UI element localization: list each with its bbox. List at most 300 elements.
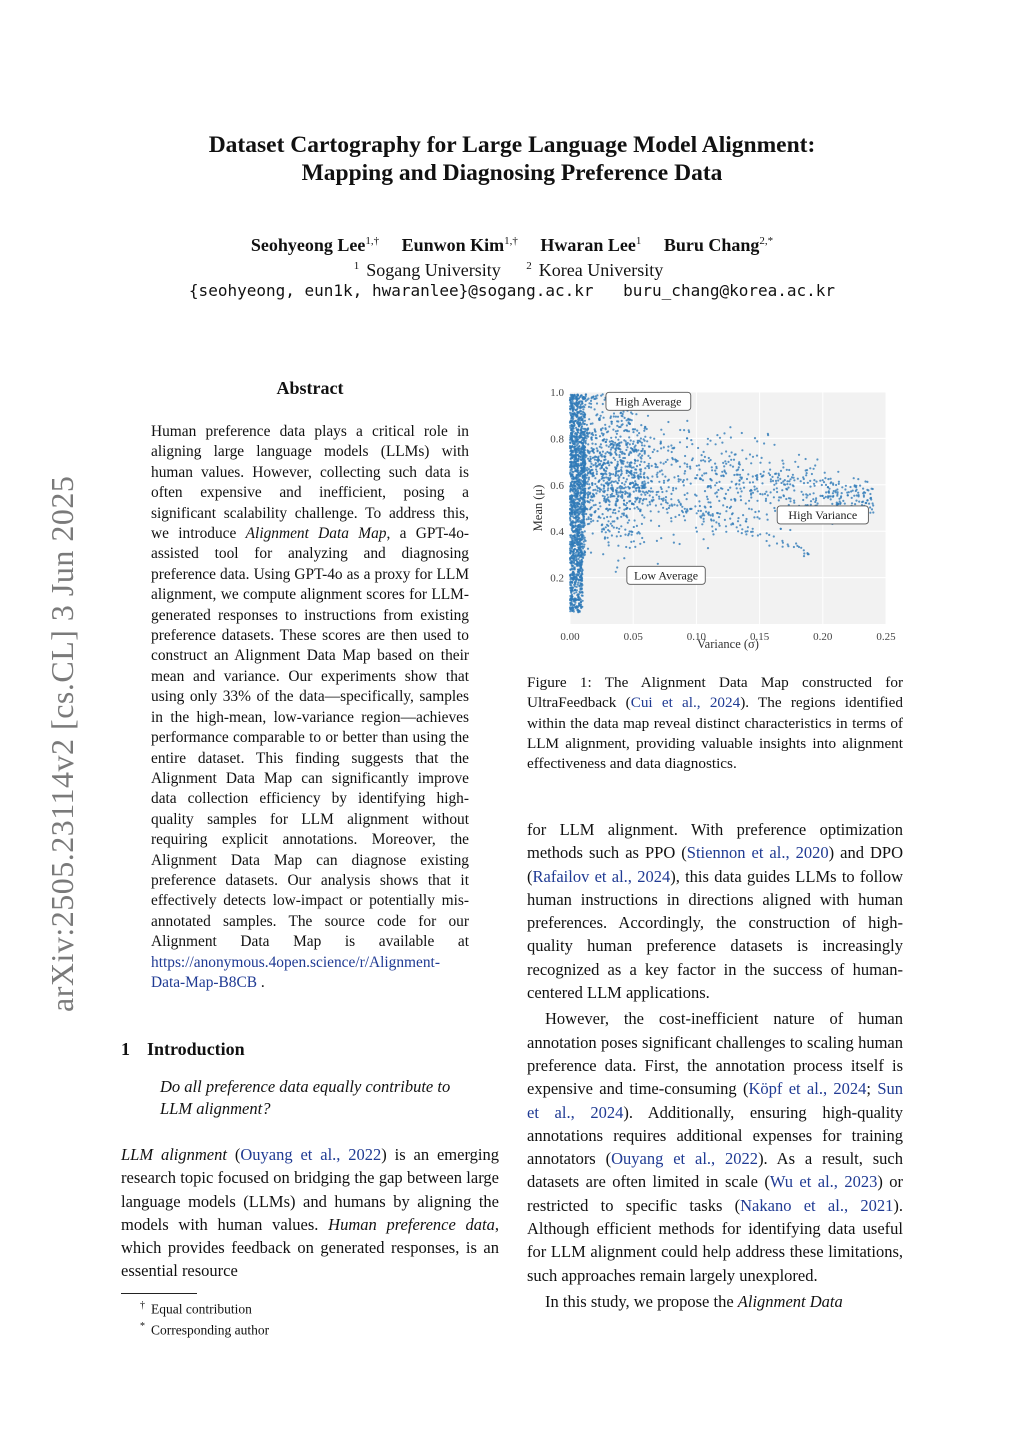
citation-link[interactable]: Ouyang et al., 2022 <box>240 1145 382 1164</box>
scatter-point <box>610 461 612 463</box>
scatter-point <box>614 512 616 514</box>
scatter-point <box>680 479 682 481</box>
source-code-link[interactable]: https://anonymous.4open.science/r/Alignment-Data-Map-B8CB <box>151 953 440 991</box>
scatter-point <box>579 475 581 477</box>
scatter-point <box>853 477 855 479</box>
scatter-point <box>587 523 589 525</box>
scatter-point <box>601 455 603 457</box>
scatter-point <box>613 481 615 483</box>
scatter-point <box>673 504 675 506</box>
scatter-point <box>595 434 597 436</box>
scatter-point <box>570 561 572 563</box>
scatter-point <box>633 472 635 474</box>
scatter-point <box>651 475 653 477</box>
scatter-point <box>576 537 578 539</box>
scatter-point <box>619 456 621 458</box>
citation-link[interactable]: Stiennon et al., 2020 <box>686 843 829 863</box>
scatter-point <box>607 499 609 501</box>
scatter-point <box>578 596 580 598</box>
scatter-point <box>582 466 584 468</box>
text-run: for LLM alignment. With preference optimization methods such as PPO ( <box>527 820 903 863</box>
email-list <box>0 280 1024 302</box>
scatter-point <box>587 494 589 496</box>
scatter-point <box>578 503 580 505</box>
y-tick-label: 0.6 <box>550 479 564 492</box>
scatter-point <box>617 430 619 432</box>
scatter-point <box>662 473 664 475</box>
scatter-point <box>573 559 575 561</box>
scatter-point <box>711 469 713 471</box>
scatter-point <box>603 528 605 530</box>
scatter-point <box>576 401 578 403</box>
scatter-point <box>825 496 827 498</box>
scatter-point <box>595 443 597 445</box>
scatter-point <box>702 459 704 461</box>
scatter-point <box>686 463 688 465</box>
scatter-point <box>666 459 668 461</box>
scatter-point <box>587 497 589 499</box>
scatter-point <box>631 419 633 421</box>
scatter-point <box>628 454 630 456</box>
scatter-point <box>583 492 585 494</box>
scatter-point <box>740 478 742 480</box>
scatter-point <box>686 446 688 448</box>
scatter-point <box>582 471 584 473</box>
scatter-point <box>794 461 796 463</box>
citation-link[interactable]: Wu et al., 2023 <box>769 1172 878 1192</box>
scatter-point <box>776 487 778 489</box>
scatter-point <box>582 526 584 528</box>
scatter-point <box>735 483 737 485</box>
scatter-point <box>582 531 584 533</box>
scatter-point <box>643 498 645 500</box>
scatter-point <box>786 469 788 471</box>
scatter-point <box>773 444 775 446</box>
scatter-point <box>626 470 628 472</box>
scatter-point <box>813 479 815 481</box>
scatter-point <box>575 454 577 456</box>
scatter-point <box>738 463 740 465</box>
scatter-point <box>731 481 733 483</box>
scatter-point <box>623 503 625 505</box>
scatter-point <box>787 487 789 489</box>
email-1: {seohyeong, eun1k, hwaranlee}@sogang.ac.kr <box>188 281 594 300</box>
scatter-point <box>851 497 853 499</box>
scatter-point <box>756 440 758 442</box>
scatter-point <box>569 569 571 571</box>
scatter-point <box>869 506 871 508</box>
scatter-point <box>752 481 754 483</box>
scatter-point <box>741 532 743 534</box>
scatter-point <box>810 504 812 506</box>
scatter-point <box>671 447 673 449</box>
scatter-point <box>608 446 610 448</box>
scatter-point <box>602 439 604 441</box>
scatter-point <box>806 469 808 471</box>
scatter-point <box>741 528 743 530</box>
scatter-point <box>606 439 608 441</box>
scatter-point <box>620 441 622 443</box>
scatter-point <box>766 513 768 515</box>
scatter-point <box>814 464 816 466</box>
scatter-point <box>825 491 827 493</box>
scatter-point <box>670 520 672 522</box>
scatter-point <box>638 491 640 493</box>
scatter-point <box>809 480 811 482</box>
scatter-point <box>602 490 604 492</box>
scatter-point <box>727 489 729 491</box>
scatter-point <box>637 442 639 444</box>
scatter-point <box>635 490 637 492</box>
scatter-point <box>609 451 611 453</box>
scatter-point <box>608 544 610 546</box>
citation-link[interactable]: Sun et al., 2024 <box>527 1079 903 1122</box>
scatter-point <box>641 444 643 446</box>
scatter-point <box>576 589 578 591</box>
scatter-point <box>613 412 615 414</box>
scatter-point <box>590 469 592 471</box>
citation-link[interactable]: Rafailov et al., 2024 <box>532 866 671 886</box>
scatter-point <box>570 550 572 552</box>
scatter-point <box>616 566 618 568</box>
scatter-point <box>569 574 571 576</box>
y-axis-label: Mean (μ) <box>531 484 545 532</box>
scatter-point <box>629 423 631 425</box>
scatter-point <box>621 415 623 417</box>
scatter-point <box>665 499 667 501</box>
scatter-point <box>715 528 717 530</box>
y-tick-label: 1.0 <box>550 387 564 399</box>
scatter-point <box>823 481 825 483</box>
scatter-point <box>750 531 752 533</box>
scatter-point <box>644 453 646 455</box>
scatter-point <box>569 471 571 473</box>
scatter-point <box>585 442 587 444</box>
scatter-point <box>635 469 637 471</box>
scatter-point <box>737 530 739 532</box>
scatter-point <box>761 457 763 459</box>
scatter-point <box>623 430 625 432</box>
citation-link[interactable]: Nakano et al., 2021 <box>740 1195 894 1215</box>
scatter-point <box>854 503 856 505</box>
scatter-point <box>590 552 592 554</box>
scatter-point <box>792 484 794 486</box>
citation-link[interactable]: Ouyang et al., 2022 <box>611 1149 759 1169</box>
scatter-point <box>569 447 571 449</box>
scatter-point <box>658 498 660 500</box>
scatter-point <box>712 533 714 535</box>
scatter-point <box>855 500 857 502</box>
scatter-point <box>622 457 624 459</box>
scatter-point <box>862 488 864 490</box>
scatter-point <box>752 492 754 494</box>
scatter-point <box>625 508 627 510</box>
scatter-point <box>684 470 686 472</box>
scatter-point <box>872 511 874 513</box>
scatter-point <box>695 527 697 529</box>
scatter-point <box>611 421 613 423</box>
scatter-point <box>817 502 819 504</box>
scatter-point <box>579 432 581 434</box>
scatter-point <box>608 426 610 428</box>
scatter-point <box>802 494 804 496</box>
scatter-point <box>630 541 632 543</box>
scatter-point <box>602 463 604 465</box>
scatter-point <box>614 459 616 461</box>
scatter-point <box>626 472 628 474</box>
scatter-point <box>628 436 630 438</box>
scatter-point <box>581 543 583 545</box>
scatter-point <box>597 456 599 458</box>
scatter-point <box>767 519 769 521</box>
scatter-point <box>619 485 621 487</box>
scatter-point <box>569 607 571 609</box>
scatter-point <box>596 450 598 452</box>
scatter-point <box>625 486 627 488</box>
scatter-point <box>616 487 618 489</box>
scatter-point <box>585 400 587 402</box>
scatter-point <box>599 435 601 437</box>
scatter-point <box>686 510 688 512</box>
scatter-point <box>761 482 763 484</box>
title-line-1: Dataset Cartography for Large Language Model Alignment: <box>208 132 816 158</box>
scatter-point <box>613 495 615 497</box>
scatter-point <box>618 491 620 493</box>
scatter-point <box>782 463 784 465</box>
scatter-point <box>601 411 603 413</box>
scatter-point <box>576 429 578 431</box>
scatter-point <box>738 483 740 485</box>
scatter-point <box>672 458 674 460</box>
scatter-point <box>682 481 684 483</box>
scatter-point <box>581 442 583 444</box>
scatter-point <box>741 432 743 434</box>
scatter-point <box>579 528 581 530</box>
scatter-point <box>610 523 612 525</box>
scatter-point <box>819 495 821 497</box>
scatter-point <box>601 454 603 456</box>
scatter-point <box>814 501 816 503</box>
scatter-point <box>673 534 675 536</box>
scatter-point <box>584 511 586 513</box>
scatter-point <box>570 592 572 594</box>
scatter-point <box>594 408 596 410</box>
scatter-point <box>756 455 758 457</box>
scatter-point <box>719 525 721 527</box>
scatter-point <box>614 448 616 450</box>
scatter-point <box>606 431 608 433</box>
scatter-point <box>582 545 584 547</box>
scatter-point <box>633 484 635 486</box>
scatter-point <box>578 452 580 454</box>
scatter-point <box>682 511 684 513</box>
scatter-point <box>635 413 637 415</box>
scatter-point <box>608 479 610 481</box>
scatter-point <box>577 490 579 492</box>
scatter-point <box>748 508 750 510</box>
scatter-point <box>739 488 741 490</box>
scatter-point <box>745 518 747 520</box>
scatter-point <box>643 516 645 518</box>
scatter-point <box>572 400 574 402</box>
scatter-point <box>678 480 680 482</box>
scatter-point <box>603 459 605 461</box>
scatter-point <box>773 535 775 537</box>
scatter-point <box>605 441 607 443</box>
scatter-point <box>718 500 720 502</box>
scatter-point <box>620 412 622 414</box>
scatter-point <box>577 473 579 475</box>
scatter-point <box>701 454 703 456</box>
scatter-point <box>683 429 685 431</box>
scatter-point <box>765 498 767 500</box>
scatter-point <box>641 450 643 452</box>
scatter-point <box>786 480 788 482</box>
scatter-point <box>613 415 615 417</box>
scatter-point <box>709 440 711 442</box>
scatter-point <box>649 437 651 439</box>
scatter-point <box>599 491 601 493</box>
scatter-point <box>640 437 642 439</box>
scatter-point <box>599 419 601 421</box>
scatter-point <box>572 451 574 453</box>
scatter-point <box>616 493 618 495</box>
scatter-point <box>689 508 691 510</box>
scatter-point <box>809 493 811 495</box>
scatter-point <box>738 466 740 468</box>
scatter-point <box>583 461 585 463</box>
citation-link[interactable]: Cui et al., 2024 <box>630 694 741 712</box>
scatter-point <box>780 470 782 472</box>
scatter-point <box>806 472 808 474</box>
scatter-point <box>590 521 592 523</box>
scatter-point <box>779 478 781 480</box>
scatter-point <box>588 418 590 420</box>
scatter-point <box>572 525 574 527</box>
scatter-point <box>573 442 575 444</box>
scatter-point <box>773 496 775 498</box>
scatter-point <box>810 500 812 502</box>
scatter-point <box>793 479 795 481</box>
scatter-point <box>613 526 615 528</box>
scatter-point <box>596 485 598 487</box>
scatter-point <box>569 399 571 401</box>
scatter-point <box>743 487 745 489</box>
scatter-point <box>578 565 580 567</box>
scatter-point <box>570 534 572 536</box>
author-name: Eunwon Kim <box>401 235 505 255</box>
scatter-point <box>599 467 601 469</box>
scatter-point <box>769 469 771 471</box>
scatter-point <box>621 462 623 464</box>
scatter-point <box>647 504 649 506</box>
scatter-point <box>617 461 619 463</box>
scatter-point <box>663 480 665 482</box>
scatter-point <box>714 470 716 472</box>
scatter-point <box>595 504 597 506</box>
scatter-point <box>571 417 573 419</box>
scatter-point <box>587 436 589 438</box>
scatter-point <box>780 496 782 498</box>
scatter-point <box>773 507 775 509</box>
scatter-point <box>787 545 789 547</box>
scatter-point <box>819 480 821 482</box>
scatter-point <box>862 492 864 494</box>
scatter-point <box>616 482 618 484</box>
scatter-point <box>585 393 587 395</box>
scatter-point <box>593 475 595 477</box>
emphasis: Human preference data <box>328 1214 495 1234</box>
scatter-point <box>582 408 584 410</box>
scatter-point <box>602 495 604 497</box>
scatter-point <box>739 524 741 526</box>
scatter-point <box>598 459 600 461</box>
citation-link[interactable]: Köpf et al., 2024 <box>748 1079 867 1099</box>
scatter-point <box>732 466 734 468</box>
scatter-point <box>576 574 578 576</box>
scatter-point <box>660 429 662 431</box>
scatter-point <box>636 532 638 534</box>
scatter-point <box>628 487 630 489</box>
scatter-point <box>620 535 622 537</box>
scatter-point <box>730 436 732 438</box>
scatter-point <box>784 479 786 481</box>
scatter-point <box>710 459 712 461</box>
scatter-point <box>716 467 718 469</box>
scatter-point <box>596 394 598 396</box>
scatter-point <box>703 518 705 520</box>
scatter-point <box>803 482 805 484</box>
y-tick-label: 0.2 <box>550 572 564 585</box>
scatter-point <box>617 439 619 441</box>
scatter-point <box>623 557 625 559</box>
scatter-point <box>590 406 592 408</box>
scatter-point <box>701 474 703 476</box>
scatter-point <box>586 424 588 426</box>
scatter-point <box>814 485 816 487</box>
scatter-point <box>597 520 599 522</box>
scatter-point <box>745 533 747 535</box>
scatter-point <box>720 475 722 477</box>
scatter-point <box>580 508 582 510</box>
scatter-point <box>802 499 804 501</box>
scatter-point <box>576 594 578 596</box>
scatter-point <box>750 494 752 496</box>
scatter-point <box>773 484 775 486</box>
scatter-point <box>617 474 619 476</box>
scatter-point <box>647 415 649 417</box>
scatter-point <box>644 440 646 442</box>
scatter-point <box>623 509 625 511</box>
scatter-point <box>713 519 715 521</box>
scatter-point <box>689 467 691 469</box>
scatter-point <box>599 502 601 504</box>
scatter-point <box>628 475 630 477</box>
scatter-point <box>748 500 750 502</box>
scatter-point <box>770 491 772 493</box>
annotation-label: High Average <box>615 394 682 409</box>
scatter-point <box>607 537 609 539</box>
abstract-part: , a GPT-4o-assisted tool for analyzing and diagnosing preference data. Using GPT-4o as a proxy for LLM alignment, we compute alignment scores for LLM-generated responses to instructions from existing preference datasets. These scores are then used to construct an Alignment Data Map based on their mean and variance. Our experiments show that using only 33% of the data—specifically, samples in the high-mean, low-variance region—achieves performance comparable to or better than using the entire dataset. This finding suggests that the Alignment Data Map can significantly improve data collection efficiency by identifying high-quality samples for LLM alignment without requiring explicit annotations. Moreover, the Alignment Data Map can diagnose existing preference datasets. Our analysis shows that it effectively detects low-impact or potentially mis-annotated samples. The source code for our Alignment Data Map is available at <box>151 525 470 951</box>
scatter-point <box>700 510 702 512</box>
scatter-point <box>844 488 846 490</box>
scatter-point <box>797 478 799 480</box>
scatter-point <box>578 599 580 601</box>
scatter-point <box>569 464 571 466</box>
scatter-point <box>571 394 573 396</box>
scatter-point <box>619 507 621 509</box>
scatter-point <box>725 493 727 495</box>
